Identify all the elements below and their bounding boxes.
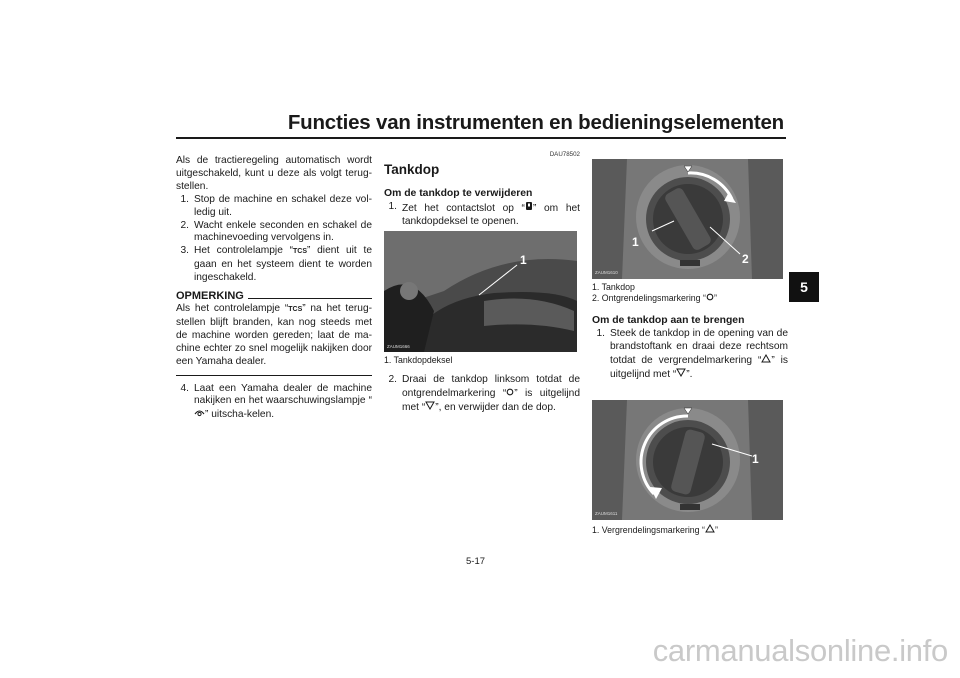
callout-number: 1: [520, 253, 527, 267]
page-number: 5-17: [466, 556, 486, 567]
step-item: 3. Het controlelampje “TCS” dient uit te gaan en het systeem dient te worden ingeschakeld.: [180, 245, 372, 284]
callout-number: 1: [632, 235, 639, 249]
watermark: carmanualsonline.info: [652, 633, 948, 668]
section-title: Tankdop: [384, 161, 440, 177]
tcs-icon: TCS: [293, 248, 307, 256]
tcs-warning-icon: [194, 408, 205, 421]
right-column-lower: [592, 524, 788, 536]
photo-caption: 1. Tankdop: [592, 282, 635, 292]
note-heading: OPMERKING: [176, 290, 372, 303]
note-end-rule: [176, 375, 372, 376]
callout-number: 2: [742, 252, 749, 266]
image-code: ZAUM1610: [595, 270, 618, 275]
triangle-down-icon: [425, 401, 435, 414]
photo-caption: 1. Tankdopdeksel: [384, 355, 453, 365]
step-item: 2. Draai de tankdop linksom totdat de ontgrendelmarkering “ ” is uitgelijnd met “ ”, en verwijder dan de dop.: [388, 374, 580, 413]
chapter-tab: 5: [789, 272, 819, 302]
unlock-mark-icon: [706, 293, 714, 304]
photo-caption: 2. Ontgrendelingsmarkering “ ”: [592, 293, 717, 303]
step-item: 1. Stop de machine en schakel deze vol-ledig uit.: [180, 193, 372, 218]
title-rule: [176, 137, 786, 139]
photo-tank-cap-unlock: [592, 159, 783, 279]
image-code: ZAUM1611: [595, 511, 618, 516]
right-column: [592, 282, 788, 382]
section-code: DAU78502: [549, 151, 580, 158]
photo-caption: 1. Vergrendelingsmarkering “ ”: [592, 525, 718, 535]
triangle-up-icon: [705, 524, 715, 536]
page-title: Functies van instrumenten en bedieningselementen: [287, 111, 784, 134]
tcs-icon: TCS: [288, 305, 303, 313]
step-item: 2. Wacht enkele seconden en schakel de machinevoeding vervolgens in.: [180, 219, 372, 244]
subheading-install: Om de tankdop aan te brengen: [592, 315, 745, 326]
subheading-remove: Om de tankdop te verwijderen: [384, 187, 533, 199]
step-item: 1. Steek de tankdop in de opening van de brandstoftank en draai deze rechtsom totdat de vergrendelmarkering “ ” is uitgelijnd met “ ”.: [596, 327, 788, 380]
note-paragraph: Als het controlelampje “TCS” na het terug-stellen blijft branden, kan nog steeds met de machine worden gereden; laat de ma-chine echter zo snel mogelijk nakijken door een Yamaha dealer.: [176, 302, 372, 367]
intro-paragraph: Als de tractieregeling automatisch wordt uitgeschakeld, kunt u deze als volgt terug-stellen.: [176, 155, 372, 192]
middle-column-lower: [384, 355, 580, 415]
key-icon: [525, 201, 533, 215]
triangle-down-icon: [676, 368, 686, 381]
image-code: ZAUM1666: [387, 344, 410, 349]
triangle-up-icon: [761, 354, 771, 367]
middle-column: [384, 149, 580, 229]
step-item: 1. Zet het contactslot op “ ” om het tankdopdeksel te openen.: [388, 200, 580, 227]
callout-number: 1: [752, 452, 759, 466]
photo-tank-cap-lock: [592, 400, 783, 520]
left-column: [176, 155, 372, 422]
step-item: 4. Laat een Yamaha dealer de machine nakijken en het waarschuwingslampje “” uitscha-kelen.: [180, 382, 372, 421]
photo-tank-cap-cover: [384, 231, 577, 352]
